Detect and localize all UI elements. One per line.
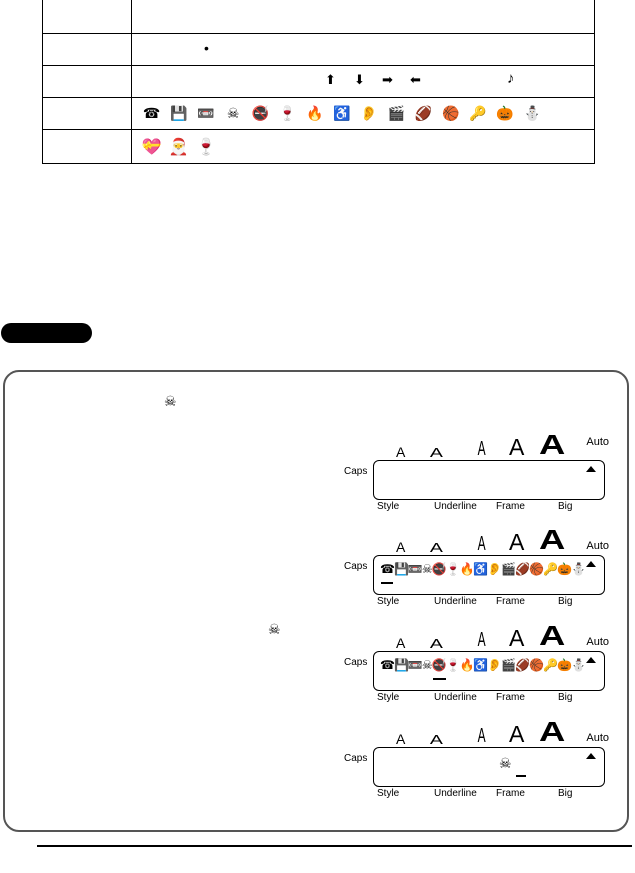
glass-icon: 🍷 (278, 105, 297, 121)
font-style-indicators (374, 518, 610, 554)
frame-label: Frame (496, 692, 525, 703)
table-value-cell (132, 0, 595, 34)
table-row (43, 98, 595, 130)
style-label: Style (377, 501, 400, 512)
table-value-cell (132, 98, 595, 130)
big-label: Big (558, 788, 573, 799)
lcd-display (344, 423, 609, 519)
cursor-underline (516, 775, 526, 777)
table-key-cell (43, 34, 132, 66)
font-indicator-large: A (509, 529, 525, 555)
caps-indicator: Caps (344, 466, 368, 477)
font-indicator-big-bold: A (538, 716, 566, 747)
lcd-screen (373, 555, 605, 595)
frame-label: Frame (496, 788, 525, 799)
lcd-screen (373, 460, 605, 500)
style-label: Style (377, 692, 400, 703)
big-label: Big (558, 692, 573, 703)
font-indicator-tall: A (477, 533, 486, 555)
table-row (43, 130, 595, 164)
font-indicator-normal: A (396, 444, 406, 460)
football-icon: 🏈 (414, 105, 433, 121)
font-style-indicators (374, 614, 610, 650)
table-key-cell (43, 0, 132, 34)
clapperboard-icon: 🎬 (387, 105, 405, 121)
font-indicator-wide: A (429, 540, 443, 555)
font-indicator-large: A (509, 434, 525, 460)
pumpkin-icon: 🎃 (496, 105, 514, 121)
lcd-screen (373, 747, 605, 787)
font-indicator-large: A (509, 721, 525, 747)
auto-indicator: Auto (586, 636, 609, 648)
triangle-indicator-icon (586, 753, 596, 759)
triangle-indicator-icon (586, 657, 596, 663)
big-label: Big (558, 501, 573, 512)
cursor-underline (433, 678, 446, 680)
font-indicator-tall: A (477, 438, 486, 460)
font-indicator-large: A (509, 625, 525, 651)
cursor-underline (381, 582, 393, 584)
font-indicator-wide: A (429, 732, 443, 747)
underline-label: Underline (434, 501, 477, 512)
font-indicator-wide: A (429, 636, 443, 651)
symbol-row: ☎💾📼☠🚭🍷🔥♿👂🎬🏈🏀🔑🎃⛄ (380, 562, 585, 576)
symbol-row: ☎💾📼☠🚭🍷🔥♿👂🎬🏈🏀🔑🎃⛄ (380, 658, 585, 672)
symbol-list (132, 98, 594, 129)
skull-crossbones-icon: ☠ (226, 105, 240, 121)
snowman-icon: ⛄ (523, 105, 541, 121)
no-smoking-icon: 🚭 (251, 105, 270, 121)
font-indicator-big-bold: A (538, 620, 566, 651)
big-label: Big (558, 596, 573, 607)
example-badge (1, 323, 92, 343)
arrow-right-icon: ➡ (382, 72, 393, 87)
triangle-indicator-icon (586, 561, 596, 567)
table-value-cell (132, 130, 595, 164)
lcd-screen (373, 651, 605, 691)
music-note-icon: ♪ (507, 70, 515, 87)
santa-icon: 🎅 (168, 138, 189, 156)
font-style-indicators (374, 710, 610, 746)
frame-label: Frame (496, 501, 525, 512)
arrow-left-icon: ⬅ (410, 72, 421, 87)
auto-indicator: Auto (586, 732, 609, 744)
lcd-display (344, 518, 609, 614)
auto-indicator: Auto (586, 436, 609, 448)
table-key-cell (43, 130, 132, 164)
table-row (43, 66, 595, 98)
triangle-indicator-icon (586, 466, 596, 472)
font-indicator-normal: A (396, 539, 406, 555)
frame-label: Frame (496, 596, 525, 607)
table-key-cell (43, 66, 132, 98)
font-indicator-wide: A (429, 445, 443, 460)
style-label: Style (377, 596, 400, 607)
caps-indicator: Caps (344, 561, 368, 572)
font-indicator-big-bold: A (538, 429, 566, 460)
table-row (43, 34, 595, 66)
lcd-display (344, 710, 609, 806)
font-indicator-big-bold: A (538, 524, 566, 555)
entered-symbol: ☠ (499, 755, 511, 771)
font-indicator-tall: A (477, 629, 486, 651)
table-value-cell (132, 34, 595, 66)
font-style-indicators (374, 423, 610, 459)
wine-glass-icon: 🍷 (196, 138, 216, 156)
lcd-display (344, 614, 609, 710)
arrow-down-icon: ⬇ (354, 72, 365, 87)
font-indicator-normal: A (396, 731, 406, 747)
floppy-disk-icon: 💾 (170, 105, 188, 121)
heart-ribbon-icon: 💝 (141, 138, 162, 156)
auto-indicator: Auto (586, 540, 609, 552)
table-value-cell (132, 66, 595, 98)
footer-divider (37, 845, 632, 847)
skull-crossbones-icon: ☠ (164, 393, 177, 409)
underline-label: Underline (434, 596, 477, 607)
arrow-up-icon: ⬆ (325, 72, 336, 87)
wheelchair-icon: ♿ (333, 105, 351, 121)
font-indicator-normal: A (396, 635, 406, 651)
basketball-icon: 🏀 (441, 105, 460, 121)
underline-label: Underline (434, 788, 477, 799)
caps-indicator: Caps (344, 657, 368, 668)
cassette-icon: 📼 (197, 105, 215, 121)
skull-crossbones-icon: ☠ (268, 621, 281, 637)
symbol-list (132, 130, 594, 163)
telephone-icon: ☎ (142, 105, 161, 121)
style-label: Style (377, 788, 400, 799)
ear-icon: 👂 (360, 105, 378, 121)
caps-indicator: Caps (344, 753, 368, 764)
fire-icon: 🔥 (306, 105, 324, 121)
symbol-table (42, 0, 595, 164)
font-indicator-tall: A (477, 725, 486, 747)
table-key-cell (43, 98, 132, 130)
table-row (43, 0, 595, 34)
bullet-symbol: • (204, 40, 209, 56)
key-icon: 🔑 (469, 105, 487, 121)
underline-label: Underline (434, 692, 477, 703)
